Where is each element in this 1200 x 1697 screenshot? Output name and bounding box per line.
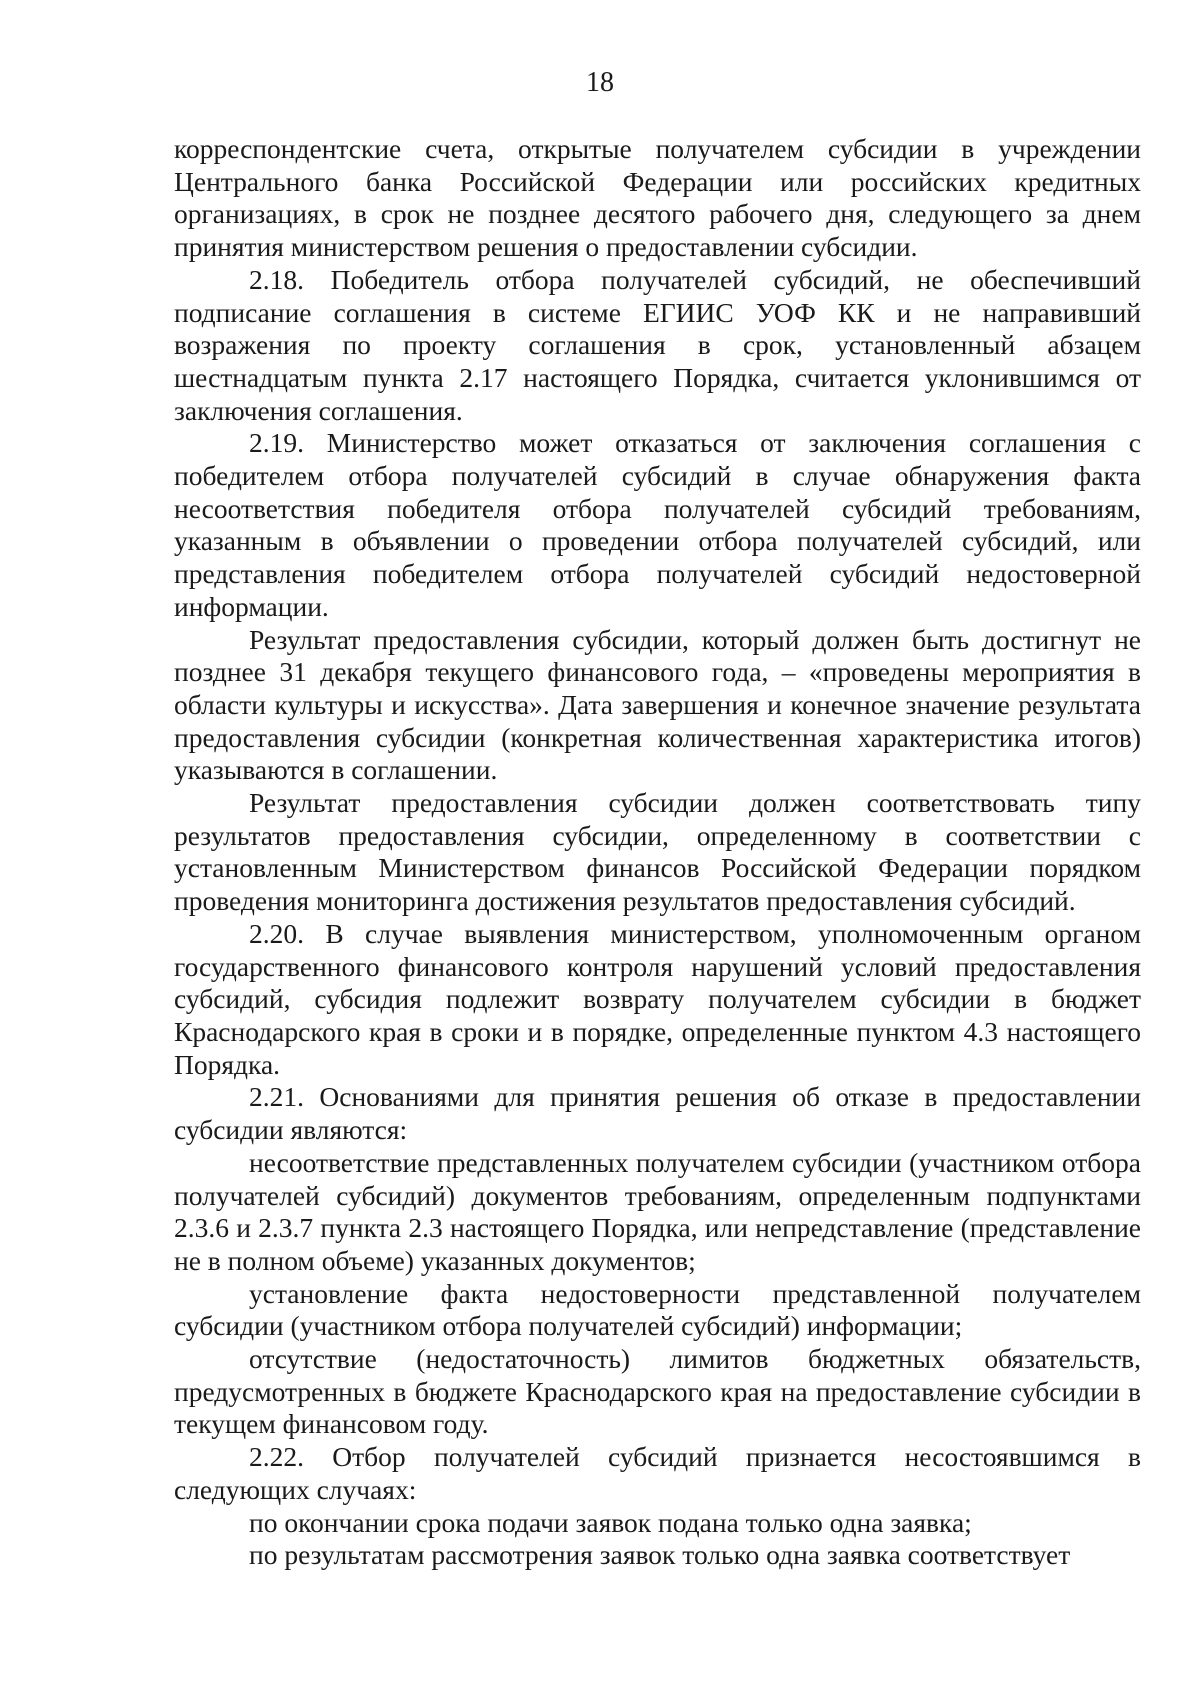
page-number: 18 (586, 67, 614, 98)
list-item-single-application: по окончании срока подачи заявок подана только одна заявка; (249, 1506, 972, 1538)
paragraph-result-type: Результат предоставления субсидии должен соответствовать типу результатов предоставления субсидии, определенному в соответствии с установленным Министерством финансов Российской Федерации порядком проведения мониторинга достижения результатов предоставления субсидий. (174, 787, 1141, 917)
list-item-single-compliant: по результатам рассмотрения заявок только одна заявка соответствует (249, 1539, 1071, 1571)
document-body (174, 133, 1141, 1572)
list-item-unreliability: установление факта недостоверности представленной получателем субсидии (участником отбора получателей субсидий) информации; (174, 1277, 1141, 1342)
paragraph-2-20: 2.20. В случае выявления министерством, уполномоченным органом государственного финансового контроля нарушений условий предоставления субсидий, субсидия подлежит возврату получателем субсидии в бюджет Краснодарского края в сроки и в порядке, определенные пунктом 4.3 настоящего Порядка. (174, 917, 1141, 1080)
paragraph-continuation: корреспондентские счета, открытые получателем субсидии в учреждении Центрального банка Российской Федерации или российских кредитных организациях, в срок не позднее десятого рабочего дня, следующего за днем принятия министерством решения о предоставлении субсидии. (174, 133, 1141, 263)
list-item-insufficient-limits: отсутствие (недостаточность) лимитов бюджетных обязательств, предусмотренных в бюджете Краснодарского края на предоставление субсидии в текущем финансовом году. (174, 1343, 1141, 1440)
paragraph-2-22: 2.22. Отбор получателей субсидий признается несостоявшимся в следующих случаях: (174, 1441, 1141, 1505)
paragraph-2-18: 2.18. Победитель отбора получателей субсидий, не обеспечивший подписание соглашения в системе ЕГИИС УОФ КК и не направивший возражения по проекту соглашения в срок, установленный абзацем шестнадцатым пункта 2.17 настоящего Порядка, считается уклонившимся от заключения соглашения. (174, 263, 1141, 426)
paragraph-2-19: 2.19. Министерство может отказаться от заключения соглашения с победителем отбора получателей субсидий в случае обнаружения факта несоответствия победителя отбора получателей субсидий требованиям, указанным в объявлении о проведении отбора получателей субсидий, или представления победителем отбора получателей субсидий недостоверной информации. (174, 427, 1141, 622)
list-item-nonconformity: несоответствие представленных получателем субсидии (участником отбора получателей субсидий) документов требованиям, определенным подпунктами 2.3.6 и 2.3.7 пункта 2.3 настоящего Порядка, или непредставление (представление не в полном объеме) указанных документов; (174, 1146, 1141, 1276)
paragraph-result-deadline: Результат предоставления субсидии, который должен быть достигнут не позднее 31 декабря текущего финансового года, – «проведены мероприятия в области культуры и искусства». Дата завершения и конечное значение результата предоставления субсидии (конкретная количественная характеристика итогов) указываются в соглашении. (174, 623, 1141, 786)
paragraph-2-21: 2.21. Основаниями для принятия решения об отказе в предоставлении субсидии являются: (174, 1081, 1141, 1146)
